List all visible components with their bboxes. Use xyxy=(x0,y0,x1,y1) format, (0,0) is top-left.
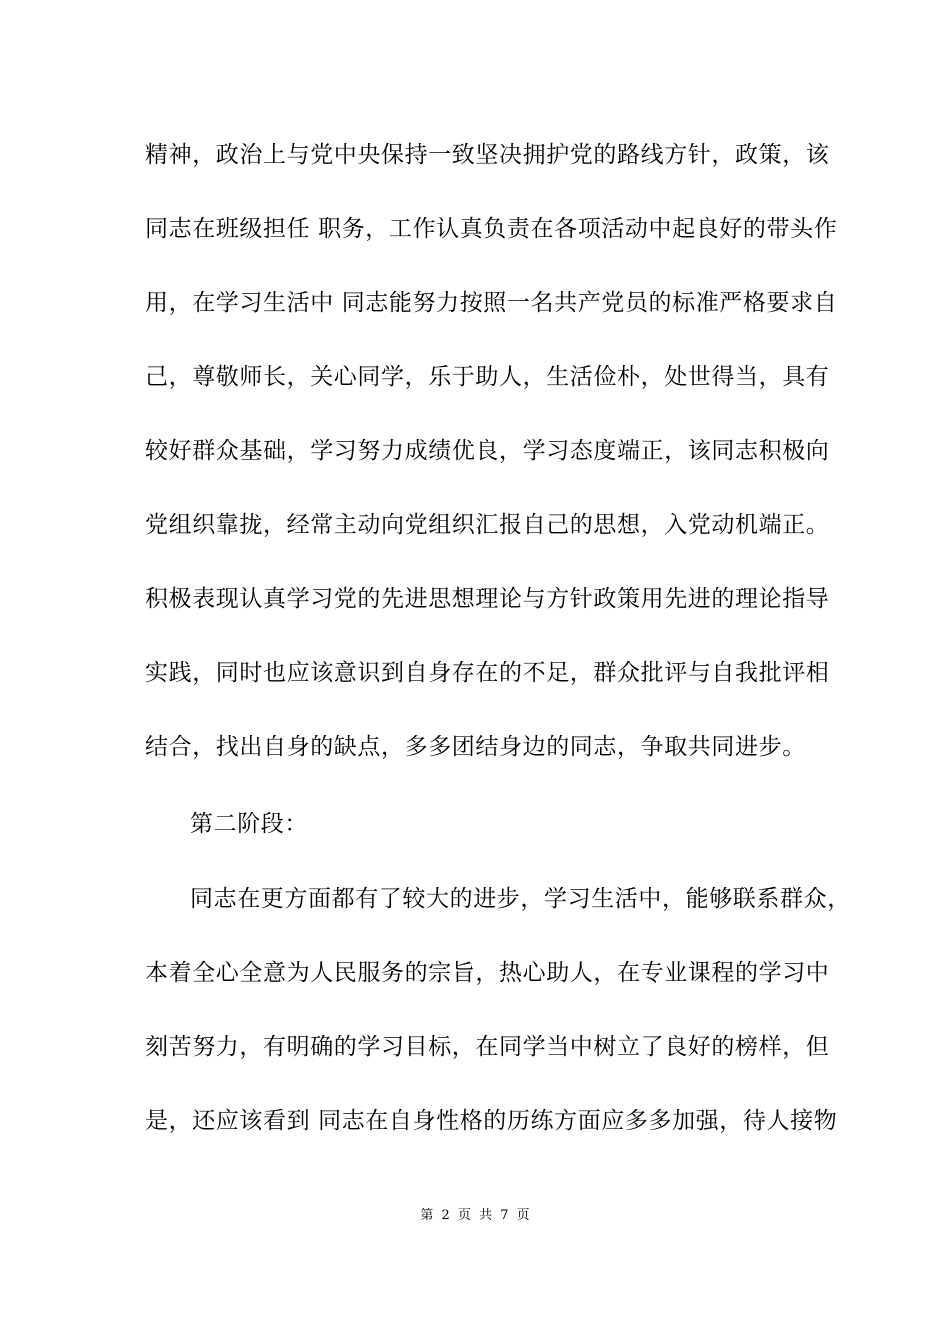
footer-prefix: 第 xyxy=(420,1208,434,1223)
body-text-line: 是，还应该看到 同志在自身性格的历练方面应多多加强，待人接物 xyxy=(145,1108,838,1134)
body-text-line: 结合，找出自身的缺点，多多团结身边的同志，争取共同进步。 xyxy=(145,734,806,760)
body-text-line: 刻苦努力，有明确的学习目标，在同学当中树立了良好的榜样，但 xyxy=(145,1034,830,1060)
footer-mid1: 页 xyxy=(457,1208,471,1223)
page-footer xyxy=(0,1207,950,1225)
body-text-line: 精神，政治上与党中央保持一致坚决拥护党的路线方针，政策，该 xyxy=(145,142,830,168)
body-text-line: 较好群众基础，学习努力成绩优良，学习态度端正，该同志积极向 xyxy=(145,438,830,464)
body-text-line: 积极表现认真学习党的先进思想理论与方针政策用先进的理论指导 xyxy=(145,586,830,612)
body-text-line: 同志在更方面都有了较大的进步，学习生活中，能够联系群众， xyxy=(190,886,851,912)
body-text-line: 同志在班级担任 职务，工作认真负责在各项活动中起良好的带头作 xyxy=(145,216,838,242)
body-text-line: 本着全心全意为人民服务的宗旨，热心助人，在专业课程的学习中 xyxy=(145,960,830,986)
body-text-line: 己，尊敬师长，关心同学，乐于助人，生活俭朴，处世得当，具有 xyxy=(145,364,830,390)
current-page-number: 2 xyxy=(441,1208,450,1223)
total-pages-number: 7 xyxy=(500,1208,509,1223)
footer-suffix: 页 xyxy=(516,1208,530,1223)
body-text-line: 实践，同时也应该意识到自身存在的不足，群众批评与自我批评相 xyxy=(145,660,830,686)
body-text-line: 用，在学习生活中 同志能努力按照一名共产党员的标准严格要求自 xyxy=(145,290,838,316)
body-text-line: 党组织靠拢，经常主动向党组织汇报自己的思想，入党动机端正。 xyxy=(145,512,830,538)
section-heading: 第二阶段： xyxy=(190,811,308,837)
footer-mid2: 共 xyxy=(479,1208,493,1223)
